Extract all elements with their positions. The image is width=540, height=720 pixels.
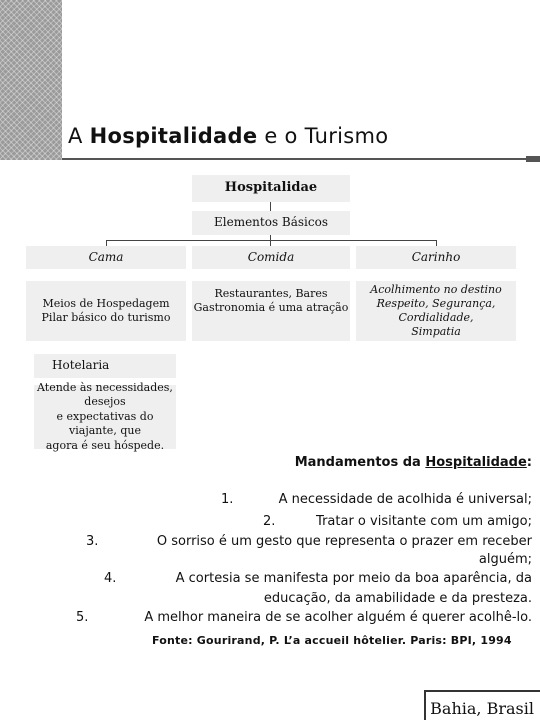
list-number: 1. bbox=[221, 492, 234, 507]
hotelaria-label: Hotelaria bbox=[52, 358, 110, 373]
list-item-text: A melhor maneira de se acolher alguém é querer acolhê-lo. bbox=[144, 610, 532, 625]
list-number: 5. bbox=[76, 610, 89, 625]
description-box-comida bbox=[192, 281, 350, 341]
description-line: Pilar básico do turismo bbox=[41, 311, 171, 324]
location-label: Bahia, Brasil bbox=[430, 699, 534, 718]
category-label-comida: Comida bbox=[247, 249, 295, 264]
description-line: agora é seu hóspede. bbox=[45, 438, 165, 452]
description-line: e expectativas do viajante, que bbox=[56, 409, 154, 438]
title-underline-accent bbox=[526, 156, 540, 162]
title-underline bbox=[62, 158, 526, 160]
description-box-cama bbox=[26, 281, 186, 341]
category-label-carinho: Carinho bbox=[411, 249, 461, 264]
list-item-text: O sorriso é um gesto que representa o prazer em receber bbox=[156, 534, 532, 549]
description-line: Atende às necessidades, desejos bbox=[37, 380, 173, 409]
diagram-root-label: Hospitalidae bbox=[224, 180, 318, 196]
list-number: 2. bbox=[263, 514, 276, 529]
location-footer-box bbox=[424, 690, 540, 720]
connector-branch-bar bbox=[106, 240, 436, 241]
description-line: Acolhimento no destino bbox=[370, 282, 502, 296]
connector-root-subtitle bbox=[270, 202, 271, 211]
title-bold-word: Hospitalidade bbox=[89, 124, 258, 148]
description-box-carinho bbox=[356, 281, 516, 341]
list-item-text: educação, da amabilidade e da presteza. bbox=[263, 591, 532, 606]
hotelaria-box bbox=[34, 354, 176, 378]
list-number: 3. bbox=[86, 534, 99, 549]
source-citation: Fonte: Gourirand, P. L’a accueil hôtelier. Paris: BPI, 1994 bbox=[152, 634, 512, 647]
list-item-text: alguém; bbox=[478, 552, 532, 567]
diagram-subtitle-label: Elementos Básicos bbox=[214, 215, 328, 230]
list-item-text: Tratar o visitante com um amigo; bbox=[316, 514, 532, 529]
category-label-cama: Cama bbox=[88, 249, 124, 264]
hospitalidade-link-text: Hospitalidade bbox=[425, 455, 527, 470]
decorative-sidebar-pattern bbox=[0, 0, 62, 160]
list-number: 4. bbox=[104, 571, 117, 586]
diagram-subtitle-box bbox=[192, 211, 350, 235]
description-line: Gastronomia é uma atração bbox=[193, 301, 349, 315]
category-box-cama bbox=[26, 246, 186, 269]
list-item-text: A necessidade de acolhida é universal; bbox=[278, 492, 532, 507]
description-line: Respeito, Segurança, Cordialidade, bbox=[376, 296, 496, 324]
category-box-comida bbox=[192, 246, 350, 269]
description-line: Simpatia bbox=[411, 325, 461, 339]
diagram-root-box bbox=[192, 175, 350, 202]
list-item-text: A cortesia se manifesta por meio da boa aparência, da bbox=[175, 571, 532, 586]
slide-title: A Hospitalidade e o Turismo bbox=[68, 124, 389, 148]
description-line: Restaurantes, Bares bbox=[214, 287, 328, 300]
category-box-carinho bbox=[356, 246, 516, 269]
description-line: Meios de Hospedagem bbox=[42, 296, 170, 310]
mandamentos-heading: Mandamentos da Hospitalidade: bbox=[294, 455, 532, 470]
hotelaria-description-box bbox=[34, 380, 176, 452]
